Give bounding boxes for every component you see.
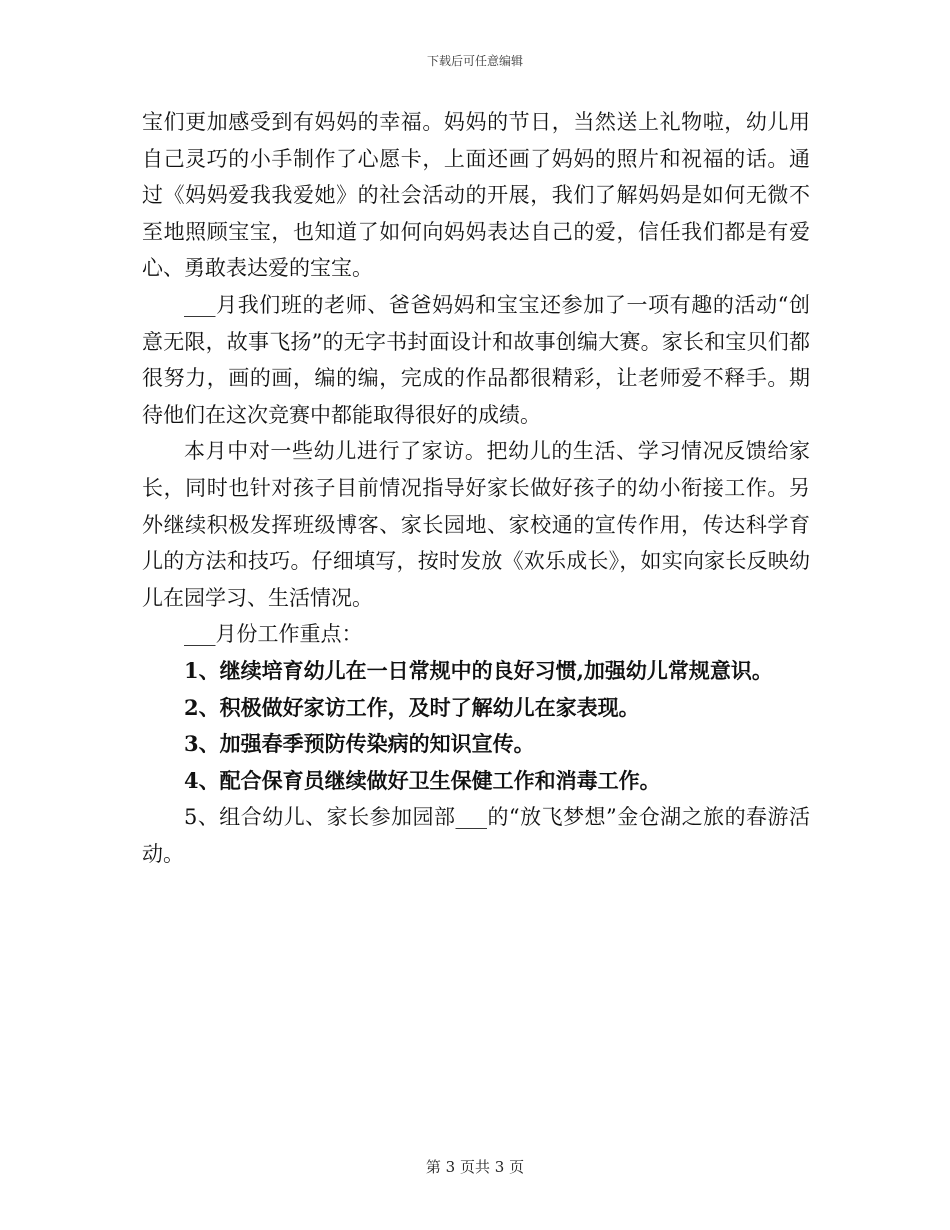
focus-item-3: 3、加强春季预防传染病的知识宣传。 bbox=[184, 731, 535, 757]
paragraph-home-visits: 本月中对一些幼儿进行了家访。把幼儿的生活、学习情况反馈给家长，同时也针对孩子目前情况指导好家长做好孩子的幼小衔接工作。另外继续积极发挥班级博客、家长园地、家校通的宣传作用，传达科学育儿的方法和技巧。仔细填写，按时发放《欢乐成长》，如实向家长反映幼儿在园学习、生活情况。 bbox=[142, 439, 810, 610]
focus-item-1: 1、继续培育幼儿在一日常规中的良好习惯,加强幼儿常规意识。 bbox=[184, 657, 773, 683]
focus-item-2: 2、积极做好家访工作，及时了解幼儿在家表现。 bbox=[184, 694, 640, 720]
paragraph-mothers-day: 宝们更加感受到有妈妈的幸福。妈妈的节日，当然送上礼物啦，幼儿用自己灵巧的小手制作了心愿卡，上面还画了妈妈的照片和祝福的话。通过《妈妈爱我我爱她》的社会活动的开展，我们了解妈妈是如何无微不至地照顾宝宝，也知道了如何向妈妈表达自己的爱，信任我们都是有爱心、勇敢表达爱的宝宝。 bbox=[142, 110, 810, 281]
focus-item-4: 4、配合保育员继续做好卫生保健工作和消毒工作。 bbox=[184, 767, 661, 793]
focus-item-5: 5、组合幼儿、家长参加园部___的“放飞梦想”金仓湖之旅的春游活动。 bbox=[142, 805, 810, 866]
paragraph-focus-heading: ___月份工作重点： bbox=[184, 622, 363, 647]
paragraph-storybook-contest: ___月我们班的老师、爸爸妈妈和宝宝还参加了一项有趣的活动“创意无限，故事飞扬”的无字书封面设计和故事创编大赛。家长和宝贝们都很努力，画的画，编的编，完成的作品都很精彩，让老师爱不释手。期待他们在这次竞赛中都能取得很好的成绩。 bbox=[142, 292, 810, 427]
document-body bbox=[142, 104, 810, 872]
page-footer: 第 3 页共 3 页 bbox=[425, 1158, 525, 1176]
page-header: 下载后可任意编辑 bbox=[426, 54, 523, 68]
